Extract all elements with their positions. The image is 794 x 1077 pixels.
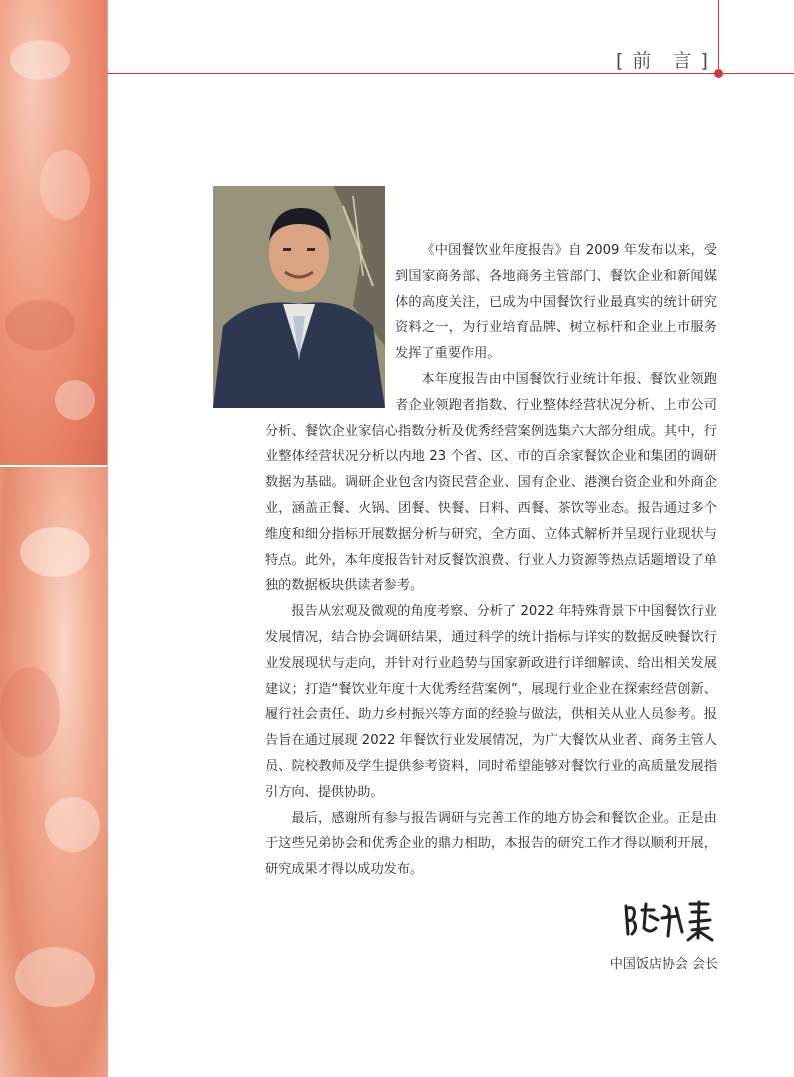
margin-rule: [107, 0, 108, 1077]
header-rule: [107, 73, 794, 74]
header-marker-dot: [714, 69, 723, 78]
page-title: [ 前 言 ]: [616, 50, 709, 72]
signature-image: [620, 898, 720, 942]
title-char-1: 前: [632, 50, 653, 72]
paragraph-4: 最后，感谢所有参与报告调研与完善工作的地方协会和餐饮企业。正是由于这些兄弟协会和优秀企业的鼎力相助，本报告的研究工作才得以顺利开展，研究成果才得以成功发布。: [265, 810, 717, 878]
paragraph-2: 本年度报告由中国餐饮行业统计年报、餐饮业领跑者企业领跑者指数、行业整体经营状况分析、上市公司分析、餐饮企业家信心指数分析及优秀经营案例选集六大部分组成。其中，行业整体经营状况分析以内地 23 个省、区、市的百余家餐饮企业和集团的调研数据为基础。调研企业包含内资民营企业、国有企业、港澳台资企业和外商企业，涵盖正餐、火锅、团餐、快餐、日料、西餐、茶饮等业态。报告通过多个维度和细分指标开展数据分析与研究，全方面、立体式解析并呈现行业现状与特点。此外，本年度报告针对反餐饮浪费、行业人力资源等热点话题增设了单独的数据板块供读者参考。: [265, 371, 717, 594]
photo-wrap-spacer: [265, 238, 395, 412]
preface-body: [265, 238, 717, 883]
title-char-2: 言: [672, 50, 693, 72]
paragraph-1: 《中国餐饮业年度报告》自 2009 年发布以来，受到国家商务部、各地商务主管部门、餐饮企业和新闻媒体的高度关注，已成为中国餐饮行业最真实的统计研究资料之一，为行业培育品牌、树立标杆和企业上市服务发挥了重要作用。: [395, 243, 717, 362]
decorative-sidebar: [0, 0, 107, 1077]
sidebar-image-top: [0, 0, 107, 465]
paragraph-3: 报告从宏观及微观的角度考察、分析了 2022 年特殊背景下中国餐饮行业发展情况，结合协会调研结果，通过科学的统计指标与详实的数据反映餐饮行业发展现状与走向，并针对行业趋势与国家新政进行详细解读、给出相关发展建议；打造“餐饮业年度十大优秀经营案例”，展现行业企业在探索经营创新、履行社会责任、助力乡村振兴等方面的经验与做法，供相关从业人员参考。报告旨在通过展现 2022 年餐饮行业发展情况，为广大餐饮从业者、商务主管人员、院校教师及学生提供参考资料，同时希望能够对餐饮行业的高质量发展指引方向、提供协助。: [265, 604, 717, 800]
header-marker-line: [718, 0, 719, 73]
sidebar-image-bottom: [0, 467, 107, 1077]
handwritten-signature-icon: [620, 898, 720, 942]
signature-credit: 中国饭店协会 会长: [609, 957, 718, 972]
